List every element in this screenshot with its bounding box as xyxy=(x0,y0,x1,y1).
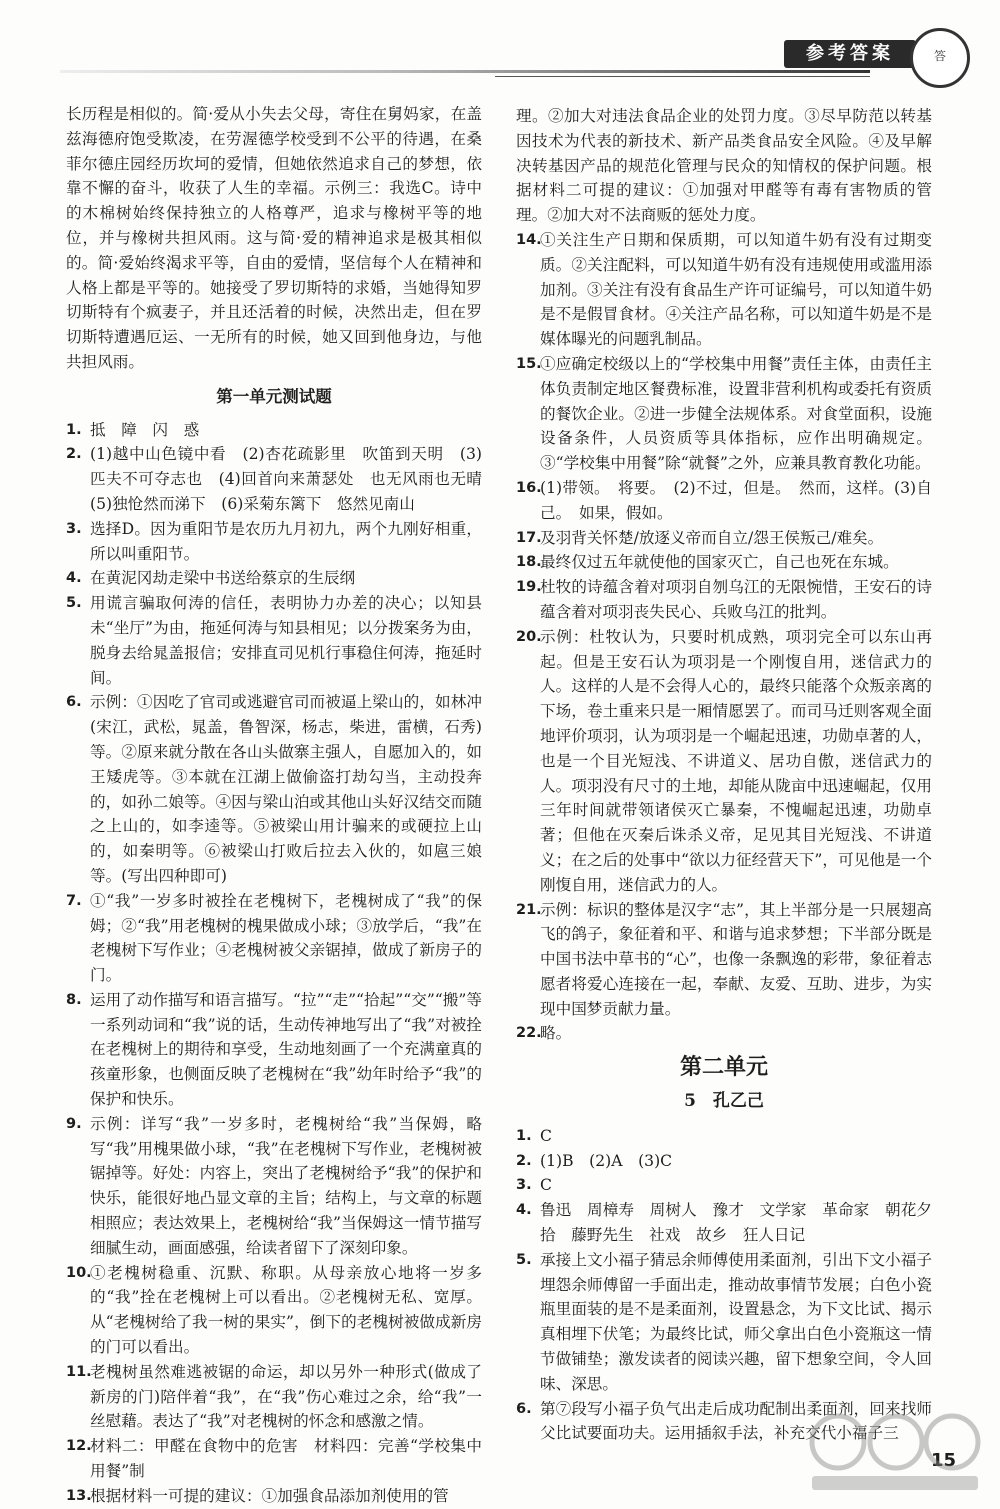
answer-text: 用谎言骗取何涛的信任，表明协力办差的决心；以知县未“坐厅”为由，拖延何涛与知县相见；以分拨案务为由，脱身去给晁盖报信；安排直司见机行事稳住何涛，拖延时间。 xyxy=(90,594,482,687)
answer-item xyxy=(66,1360,482,1434)
lesson-heading: 5 孔乙己 xyxy=(684,1091,764,1112)
answer-text: ①关注生产日期和保质期，可以知道牛奶有没有过期变质。②关注配料，可以知道牛奶有没有违规使用或滥用添加剂。③关注有没有食品生产许可证编号，可以知道牛奶是不是假冒食材。④关注产品名称，可以知道牛奶是不是媒体曝光的问题乳制品。 xyxy=(540,230,932,349)
answer-number: 12. xyxy=(66,1438,92,1455)
answer-item xyxy=(516,1021,932,1046)
answer-number: 8. xyxy=(66,991,82,1008)
answer-number: 18. xyxy=(516,554,542,571)
answer-item xyxy=(516,575,932,625)
answer-item xyxy=(66,690,482,888)
answer-text: (1)带领。 将要。 (2)不过，但是。 然而，这样。(3)自己。 如果，假如。 xyxy=(540,478,932,522)
answer-number: 13. xyxy=(66,1487,92,1504)
answer-item xyxy=(516,352,932,476)
answer-item xyxy=(66,1112,482,1261)
answer-number: 17. xyxy=(516,529,542,546)
answer-number: 6. xyxy=(516,1400,532,1417)
answer-number: 9. xyxy=(66,1115,82,1132)
answer-number: 19. xyxy=(516,579,542,596)
answer-text: 鲁迅 周樟寿 周树人 豫才 文学家 革命家 朝花夕拾 藤野先生 社戏 故乡 狂人日记 xyxy=(540,1201,932,1245)
answer-item xyxy=(66,988,482,1112)
answer-text: 材料二：甲醛在食物中的危害 材料四：完善“学校集中用餐”制 xyxy=(90,1437,482,1481)
answer-number: 5. xyxy=(516,1251,532,1268)
answer-item xyxy=(66,566,482,591)
answer-number: 2. xyxy=(516,1152,532,1169)
continued-paragraph: 理。②加大对违法食品企业的处罚力度。③尽早防范以转基因技术为代表的新技术、新产品类食品安全风险。④及早解决转基因产品的规范化管理与民众的知情权的保护问题。根据材料二可提的建议：①加强对甲醛等有毒有害物质的管理。②加大对不法商贩的惩处力度。 xyxy=(516,107,932,225)
header-rule-thin xyxy=(495,76,870,77)
answer-banner: 参考答案 xyxy=(784,40,916,68)
answer-text: C xyxy=(540,1126,552,1145)
answer-text: 示例：标识的整体是汉字“志”，其上半部分是一只展翅高飞的鸽子，象征着和平、和谐与追求梦想；下半部分既是中国书法中草书的“心”，也像一条飘逸的彩带，象征着志愿者将爱心连接在一起，奉献、友爱、互助、进步，为实现中国梦贡献力量。 xyxy=(540,900,932,1018)
answer-number: 3. xyxy=(66,520,82,537)
right-column xyxy=(516,104,932,1446)
answer-item xyxy=(66,1261,482,1360)
answer-item xyxy=(516,228,932,352)
answer-text: 抵 障 闪 惑 xyxy=(90,420,200,439)
answer-text: (1)越中山色镜中看 (2)杏花疏影里 吹笛到天明 (3)匹夫不可夺志也 (4)回首向来萧瑟处 也无风雨也无晴 (5)独怆然而涕下 (6)采菊东篱下 悠然见南山 xyxy=(90,445,498,513)
answer-item xyxy=(66,1484,482,1509)
intro-paragraph: 长历程是相似的。简·爱从小失去父母，寄住在舅妈家，在盖兹海德府饱受欺凌，在劳渥德学校受到不公平的待遇，在桑菲尔德庄园经历坎坷的爱情，但她依然追求自己的梦想，依靠不懈的奋斗，收获了人生的幸福。示例三：我选C。诗中的木棉树始终保持独立的人格尊严，追求与橡树平等的地位，并与橡树共担风雨。这与简·爱的精神追求是极其相似的。简·爱始终渴求平等，自由的爱情，坚信每个人在精神和人格上都是平等的。她接受了罗切斯特的求婚，当她得知罗切斯特有个疯妻子，并且还活着的时候，决然出走，但在罗切斯特遭遇厄运、一无所有的时候，她又回到他身边，与他共担风雨。 xyxy=(66,105,482,371)
answer-item xyxy=(516,550,932,575)
answer-number: 5. xyxy=(66,595,82,612)
answer-item xyxy=(516,1198,932,1248)
answer-text: 运用了动作描写和语言描写。“拉”“走”“拾起”“交”“搬”等一系列动词和“我”说的话，生动传神地写出了“我”对被拴在老槐树上的期待和享受，生动地刻画了一个充满童真的孩童形象，也侧面反映了老槐树在“我”幼年时给予“我”的保护和快乐。 xyxy=(90,990,482,1109)
answer-number: 20. xyxy=(516,628,542,645)
answer-item xyxy=(66,517,482,567)
answer-number: 4. xyxy=(66,570,82,587)
answer-text: ①老槐树稳重、沉默、称职。从母亲放心地将一岁多的“我”拴在老槐树上可以看出。②老槐树无私、宽厚。从“老槐树给了我一树的果实”，倒下的老槐树被做成新房的门可以看出。 xyxy=(90,1263,482,1357)
left-answer-list xyxy=(66,418,498,1509)
answer-number: 6. xyxy=(66,694,82,711)
answer-text: 承接上文小福子猜忌余师傅使用柔面剂，引出下文小福子埋怨余师傅留一手面出走，推动故事情节发展；白色小瓷瓶里面装的是不是柔面剂，设置悬念，为下文比试、揭示真相埋下伏笔；为最终比试，师父拿出白色小瓷瓶这一情节做铺垫；激发读者的阅读兴趣，留下想象空间，令人回味、深思。 xyxy=(540,1250,932,1393)
answer-item xyxy=(516,625,932,898)
answer-number: 4. xyxy=(516,1202,532,1219)
answer-text: 根据材料一可提的建议：①加强食品添加剂使用的管 xyxy=(90,1486,449,1505)
watermark-logo-icon xyxy=(792,1402,988,1494)
section-heading: 第一单元测试题 xyxy=(216,386,332,406)
answer-number: 10. xyxy=(66,1264,92,1281)
answer-text: 示例：详写“我”一岁多时，老槐树给“我”当保姆，略写“我”用槐果做小球，“我”在老槐树下写作业，老槐树被锯掉等。好处：内容上，突出了老槐树给予“我”的保护和快乐，能很好地凸显文章的主旨；结构上，与文章的标题相照应；表达效果上，老槐树给“我”当保姆这一情节描写细腻生动，画面感强，给读者留下了深刻印象。 xyxy=(90,1114,482,1257)
answer-text: ①应确定校级以上的“学校集中用餐”责任主体，由责任主体负责制定地区餐费标准，设置非营利机构或委托有资质的餐饮企业。②进一步健全法规体系。对食堂面积，设施设备条件，人员资质等具体指标，应作出明确规定。③“学校集中用餐”除“就餐”之外，应兼具教育教化功能。 xyxy=(540,354,932,473)
answer-number: 16. xyxy=(516,479,542,496)
answer-text: 及羽背关怀楚/放逐义帝而自立/怨王侯叛己/难矣。 xyxy=(540,528,884,547)
answer-text: 杜牧的诗蕴含着对项羽自刎乌江的无限惋惜，王安石的诗蕴含着对项羽丧失民心、兵败乌江的批判。 xyxy=(540,578,932,621)
answer-item xyxy=(516,898,932,1022)
answer-text: 略。 xyxy=(540,1024,572,1043)
answer-item xyxy=(516,526,932,551)
header-rule xyxy=(60,70,870,73)
answer-text: C xyxy=(540,1176,552,1195)
answer-item xyxy=(66,889,482,988)
answer-text: 示例：①因吃了官司或逃避官司而被逼上梁山的，如林冲(宋江，武松，晁盖，鲁智深，杨志，柴进，雷横，石秀)等。②原来就分散在各山头做寨主强人，自愿加入的，如王矮虎等。③本就在江湖上做偷盗打劫勾当，主动投奔的，如孙二娘等。④因与梁山泊或其他山头好汉结交而随之上山的，如李逵等。⑤被梁山用计骗来的或硬拉上山的，如秦明等。⑥被梁山打败后拉去入伙的，如扈三娘等。(写出四种即可) xyxy=(90,693,482,885)
answer-item xyxy=(516,1149,932,1174)
answer-item xyxy=(516,1173,932,1198)
answer-item xyxy=(516,1248,932,1397)
answer-text: (1)B (2)A (3)C xyxy=(540,1151,673,1170)
answer-number: 2. xyxy=(66,446,82,463)
answer-item xyxy=(66,418,482,443)
page-number: 15 xyxy=(930,1450,956,1471)
answer-number: 3. xyxy=(516,1177,532,1194)
lesson-answer-list xyxy=(516,1124,932,1446)
answer-number: 1. xyxy=(66,421,82,438)
answer-text: 示例：杜牧认为，只要时机成熟，项羽完全可以东山再起。但是王安石认为项羽是一个刚愎自用，迷信武力的人。这样的人是不会得人心的，最终只能落个众叛亲离的下场，卷土重来只是一厢情愿罢了。而司马迁则客观全面地评价项羽，认为项羽是一个崛起迅速，功勋卓著的人，也是一个目光短浅、不讲道义、居功自傲，迷信武力的人。项羽没有尺寸的土地，却能从陇亩中迅速崛起，仅用三年时间就带领诸侯灭亡暴秦，不愧崛起迅速，功勋卓著；但他在灭秦后诛杀义帝，足见其目光短浅、不讲道义；在之后的处事中“欲以力征经营天下”，可见他是一个刚愎自用，迷信武力的人。 xyxy=(540,627,932,894)
answer-text: 最终仅过五年就使他的国家灭亡，自己也死在东城。 xyxy=(540,553,899,572)
answer-number: 7. xyxy=(66,892,82,909)
answer-text: ①“我”一岁多时被拴在老槐树下，老槐树成了“我”的保姆；②“我”用老槐树的槐果做成小球；③放学后，“我”在老槐树下写作业；④老槐树被父亲锯掉，做成了新房子的门。 xyxy=(90,891,482,985)
answer-item xyxy=(516,476,932,526)
answer-number: 14. xyxy=(516,231,542,248)
answer-item xyxy=(66,1434,482,1484)
unit-heading: 第二单元 xyxy=(679,1055,768,1081)
left-column xyxy=(66,102,498,1509)
answer-item xyxy=(66,591,482,690)
answer-item xyxy=(66,442,498,516)
answer-number: 21. xyxy=(516,901,542,918)
answer-number: 22. xyxy=(516,1025,542,1042)
answer-text: 选择D。因为重阳节是农历九月初九，两个九刚好相重，所以叫重阳节。 xyxy=(90,519,482,563)
answer-text: 在黄泥冈劫走梁中书送给蔡京的生辰纲 xyxy=(90,569,356,588)
answer-number: 15. xyxy=(516,355,542,372)
header-badge-icon: 答 xyxy=(910,28,970,88)
right-answer-list xyxy=(516,228,932,1046)
answer-text: 老槐树虽然难逃被锯的命运，却以另外一种形式(做成了新房的门)陪伴着“我”，在“我”伤心难过之余，给“我”一丝慰藉。表达了“我”对老槐树的怀念和感激之情。 xyxy=(90,1362,482,1431)
answer-number: 1. xyxy=(516,1127,532,1144)
answer-text: 第⑦段写小福子负气出走后成功配制出柔面剂，回来找师父比试要面功夫。运用插叙手法，补充交代小福子三 xyxy=(540,1399,932,1443)
answer-number: 11. xyxy=(66,1363,92,1380)
answer-item xyxy=(516,1124,932,1149)
